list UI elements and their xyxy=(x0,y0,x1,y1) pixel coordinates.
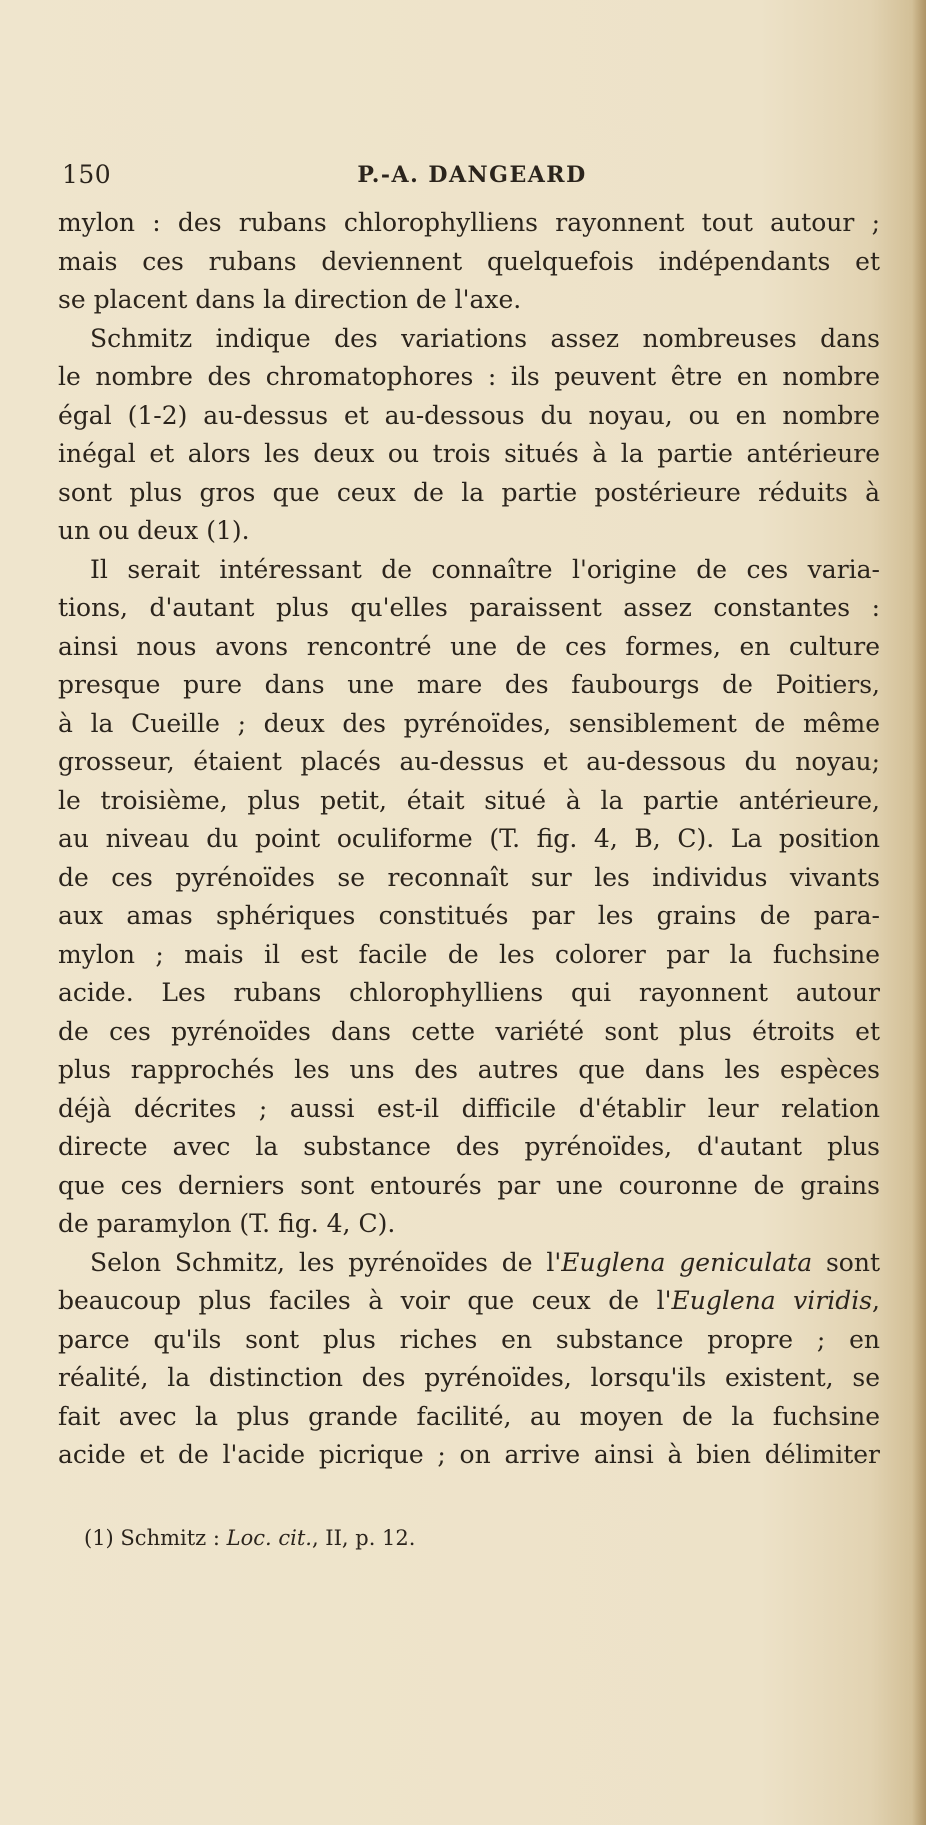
text-line-content: Schmitz indique des variations assez nombreuses dans xyxy=(90,323,880,353)
text-line-content: grosseur, étaient placés au-dessus et au-dessous du noyau; xyxy=(58,747,880,776)
text-line xyxy=(58,358,880,397)
text-line xyxy=(58,320,880,359)
text-line-tail: , xyxy=(872,1286,880,1315)
text-line xyxy=(58,1321,880,1360)
footnote-marker: (1) Schmitz : xyxy=(84,1526,227,1550)
text-line xyxy=(58,1128,880,1167)
text-line xyxy=(58,1051,880,1090)
text-line xyxy=(58,628,880,667)
text-line-content: de ces pyrénoïdes se reconnaît sur les individus vivants xyxy=(58,862,880,892)
text-line xyxy=(58,820,880,859)
text-line xyxy=(58,1359,880,1398)
text-line-content: de ces pyrénoïdes dans cette variété sont plus étroits et xyxy=(58,1016,880,1046)
text-line xyxy=(58,859,880,898)
text-line xyxy=(58,1244,880,1283)
text-line-content: presque pure dans une mare des faubourgs de Poitiers, xyxy=(58,670,880,699)
text-line xyxy=(58,1090,880,1129)
text-line xyxy=(58,281,880,320)
text-line-content: inégal et alors les deux ou trois situés à la partie antérieure xyxy=(58,439,880,468)
text-line-content: déjà décrites ; aussi est-il difficile d'établir leur relation xyxy=(58,1093,880,1123)
text-line xyxy=(58,1205,880,1244)
text-line-content: sont plus gros que ceux de la partie postérieure réduits à xyxy=(58,477,880,507)
text-line xyxy=(58,243,880,282)
text-line xyxy=(58,897,880,936)
page-edge-shadow xyxy=(912,0,926,1825)
text-line-content: acide. Les rubans chlorophylliens qui rayonnent autour xyxy=(58,978,880,1007)
text-line-content: tions, d'autant plus qu'elles paraissent assez constantes : xyxy=(58,593,880,622)
text-line-italic: Euglena viridis xyxy=(671,1286,873,1315)
text-line-tail: sont xyxy=(812,1247,880,1277)
text-line xyxy=(58,435,880,474)
body-text xyxy=(58,204,880,1475)
running-head: P.-A. DANGEARD xyxy=(357,162,587,188)
text-line-content: le troisième, plus petit, était situé à la partie antérieure, xyxy=(58,785,880,815)
text-line xyxy=(58,1167,880,1206)
text-line xyxy=(58,666,880,705)
text-line xyxy=(58,1398,880,1437)
text-line xyxy=(58,705,880,744)
text-line-content: un ou deux (1). xyxy=(58,516,250,545)
text-line-content: plus rapprochés les uns des autres que dans les espèces xyxy=(58,1055,880,1084)
text-line xyxy=(58,743,880,782)
text-line-content: directe avec la substance des pyrénoïdes, d'autant plus xyxy=(58,1132,880,1161)
text-line-content: réalité, la distinction des pyrénoïdes, lorsqu'ils existent, se xyxy=(58,1363,880,1392)
text-line-content: à la Cueille ; deux des pyrénoïdes, sensiblement de même xyxy=(58,708,880,738)
text-line-content: aux amas sphériques constitués par les grains de para- xyxy=(58,901,880,930)
text-line xyxy=(58,397,880,436)
text-line xyxy=(58,551,880,590)
text-line xyxy=(58,589,880,628)
text-line-content: Selon Schmitz, les pyrénoïdes de l' xyxy=(90,1247,562,1277)
page-number: 150 xyxy=(62,160,112,189)
text-line-content: parce qu'ils sont plus riches en substance propre ; en xyxy=(58,1324,880,1354)
text-line xyxy=(58,512,880,551)
text-line xyxy=(58,1436,880,1475)
text-line xyxy=(58,974,880,1013)
text-line-content: acide et de l'acide picrique ; on arrive ainsi à bien délimiter xyxy=(58,1440,880,1469)
text-line-content: égal (1-2) au-dessus et au-dessous du noyau, ou en nombre xyxy=(58,400,880,430)
footnote-rest: , II, p. 12. xyxy=(311,1526,416,1550)
text-line-content: ainsi nous avons rencontré une de ces formes, en culture xyxy=(58,631,880,661)
text-line-content: au niveau du point oculiforme (T. fig. 4, B, C). La position xyxy=(58,824,880,853)
text-line xyxy=(58,474,880,513)
text-line-content: se placent dans la direction de l'axe. xyxy=(58,285,522,314)
text-line-content: de paramylon (T. fig. 4, C). xyxy=(58,1209,396,1238)
footnote-italic: Loc. cit. xyxy=(226,1526,312,1550)
page-header xyxy=(62,160,882,196)
text-line xyxy=(58,1013,880,1052)
text-line-content: Il serait intéressant de connaître l'origine de ces varia- xyxy=(90,554,880,584)
text-line-content: fait avec la plus grande facilité, au moyen de la fuchsine xyxy=(58,1401,880,1431)
text-line-content: mais ces rubans deviennent quelquefois indépendants et xyxy=(58,246,880,276)
text-line xyxy=(58,782,880,821)
text-line-content: le nombre des chromatophores : ils peuvent être en nombre xyxy=(58,362,880,391)
text-line-content: que ces derniers sont entourés par une couronne de grains xyxy=(58,1170,880,1200)
text-line xyxy=(58,936,880,975)
text-line-content: beaucoup plus faciles à voir que ceux de l' xyxy=(58,1286,672,1315)
text-line xyxy=(58,204,880,243)
text-line-content: mylon ; mais il est facile de les colorer par la fuchsine xyxy=(58,939,880,969)
text-line-content: mylon : des rubans chlorophylliens rayonnent tout autour ; xyxy=(58,208,880,237)
text-line xyxy=(58,1282,880,1321)
footnote xyxy=(84,1526,415,1550)
text-line-italic: Euglena geniculata xyxy=(561,1247,813,1277)
